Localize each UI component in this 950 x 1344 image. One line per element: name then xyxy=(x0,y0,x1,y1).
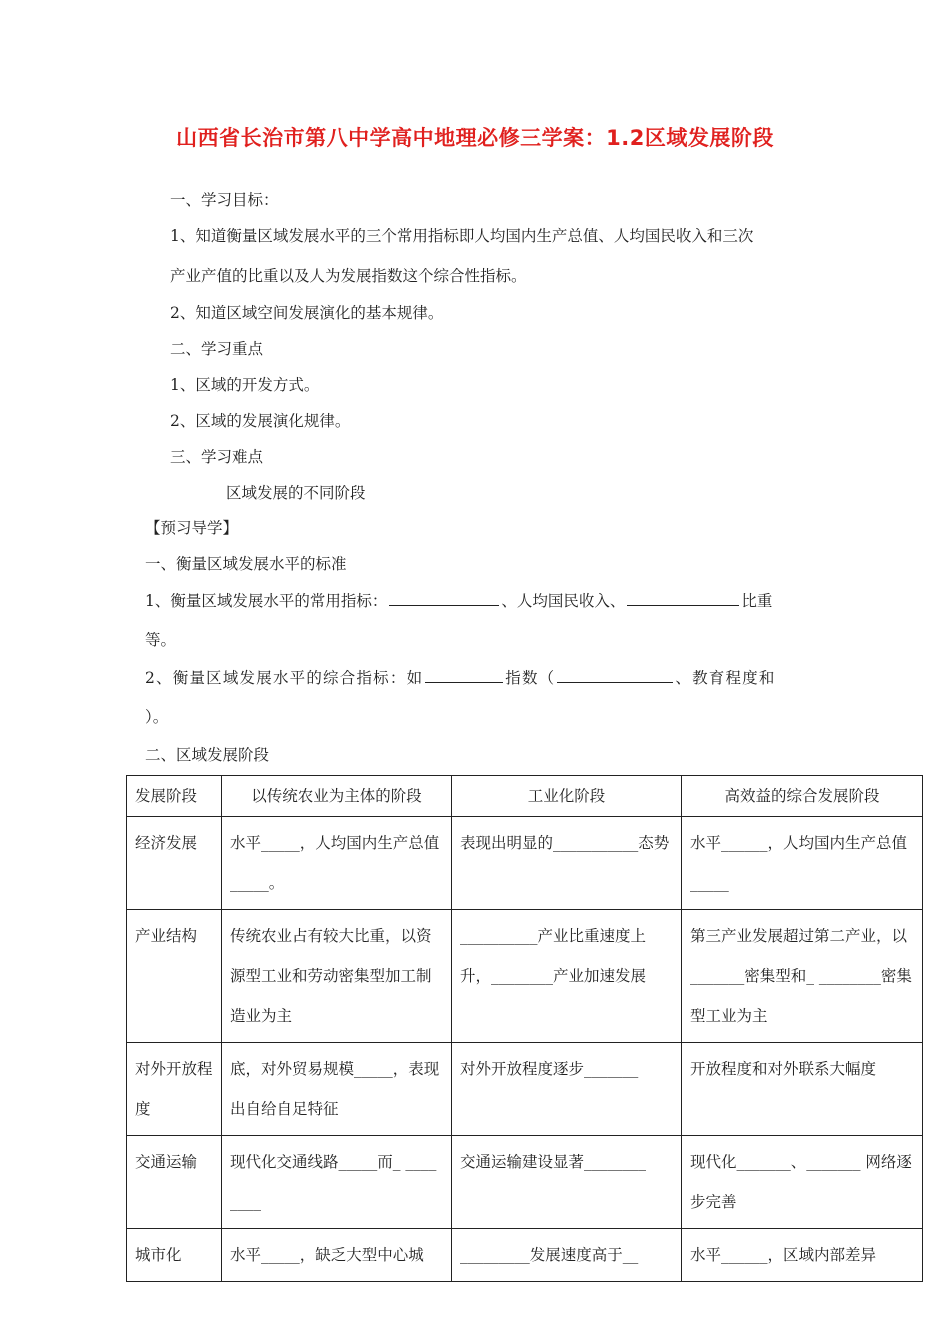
header-cell: 发展阶段 xyxy=(127,776,222,817)
question-1 xyxy=(145,589,772,611)
table-cell: 底，对外贸易规模_____，表现出自给自足特征 xyxy=(222,1043,452,1136)
table-row xyxy=(127,910,923,1043)
table-cell: _________发展速度高于__ xyxy=(452,1229,682,1282)
table-cell: 开放程度和对外联系大幅度 xyxy=(682,1043,923,1136)
keypoint-2: 2、区域的发展演化规律。 xyxy=(170,412,351,430)
table-cell: 交通运输建设显著________ xyxy=(452,1136,682,1229)
table-row xyxy=(127,1043,923,1136)
header-cell: 以传统农业为主体的阶段 xyxy=(222,776,452,817)
table-cell: __________产业比重速度上升，________产业加速发展 xyxy=(452,910,682,1043)
preview-heading: 【预习导学】 xyxy=(145,519,239,537)
question-1-text-c: 比重 xyxy=(741,592,773,610)
question-1-text-b: 、人均国民收入、 xyxy=(501,592,626,610)
difficulty-1: 区域发展的不同阶段 xyxy=(226,484,366,502)
keypoints-heading: 二、学习重点 xyxy=(170,340,264,358)
question-2 xyxy=(145,666,776,688)
table-row xyxy=(127,817,923,910)
table-cell: 水平_____，缺乏大型中心城 xyxy=(222,1229,452,1282)
table-header-row xyxy=(127,776,923,817)
question-2-text-b: 指数（ xyxy=(505,669,556,687)
table-cell: 水平______，区域内部差异 xyxy=(682,1229,923,1282)
table-cell: 第三产业发展超过第二产业，以_______密集型和_ ________密集型工业为主 xyxy=(682,910,923,1043)
answer-blank[interactable] xyxy=(425,668,503,683)
objective-2: 2、知道区域空间发展演化的基本规律。 xyxy=(170,304,444,322)
table-cell: 对外开放程度逐步_______ xyxy=(452,1043,682,1136)
row-label: 交通运输 xyxy=(127,1136,222,1229)
answer-blank[interactable] xyxy=(557,668,673,683)
answer-blank[interactable] xyxy=(389,591,499,606)
section-2-heading: 二、区域发展阶段 xyxy=(145,746,270,764)
objective-1-line-2: 产业产值的比重以及人为发展指数这个综合性指标。 xyxy=(170,267,527,285)
table-cell: 水平______，人均国内生产总值_____ xyxy=(682,817,923,910)
header-cell: 高效益的综合发展阶段 xyxy=(682,776,923,817)
question-2-text-c: 、教育程度和 xyxy=(675,669,776,687)
header-cell: 工业化阶段 xyxy=(452,776,682,817)
table-cell: 传统农业占有较大比重，以资源型工业和劳动密集型加工制造业为主 xyxy=(222,910,452,1043)
question-2-line-2: ）。 xyxy=(145,708,169,726)
table-cell: 现代化交通线路_____而_ ________ xyxy=(222,1136,452,1229)
table-cell: 水平_____，人均国内生产总值_____。 xyxy=(222,817,452,910)
objectives-heading: 一、学习目标： xyxy=(170,191,279,209)
document-title: 山西省长治市第八中学高中地理必修三学案：1.2区域发展阶段 xyxy=(176,126,774,150)
question-1-line-2: 等。 xyxy=(145,631,177,649)
row-label: 经济发展 xyxy=(127,817,222,910)
keypoint-1: 1、区域的开发方式。 xyxy=(170,376,320,394)
row-label: 对外开放程度 xyxy=(127,1043,222,1136)
answer-blank[interactable] xyxy=(627,591,739,606)
table-cell: 现代化_______、_______ 网络逐步完善 xyxy=(682,1136,923,1229)
question-2-text-a: 2、衡量区域发展水平的综合指标：如 xyxy=(145,669,424,687)
table-cell: 表现出明显的___________态势 xyxy=(452,817,682,910)
section-1-heading: 一、衡量区域发展水平的标准 xyxy=(145,555,347,573)
objective-1-line-1: 1、知道衡量区域发展水平的三个常用指标即人均国内生产总值、人均国民收入和三次 xyxy=(170,227,754,245)
row-label: 产业结构 xyxy=(127,910,222,1043)
table-row xyxy=(127,1229,923,1282)
table-row xyxy=(127,1136,923,1229)
question-1-text-a: 1、衡量区域发展水平的常用指标： xyxy=(145,592,388,610)
difficulty-heading: 三、学习难点 xyxy=(170,448,264,466)
development-stages-table xyxy=(126,775,923,1282)
row-label: 城市化 xyxy=(127,1229,222,1282)
